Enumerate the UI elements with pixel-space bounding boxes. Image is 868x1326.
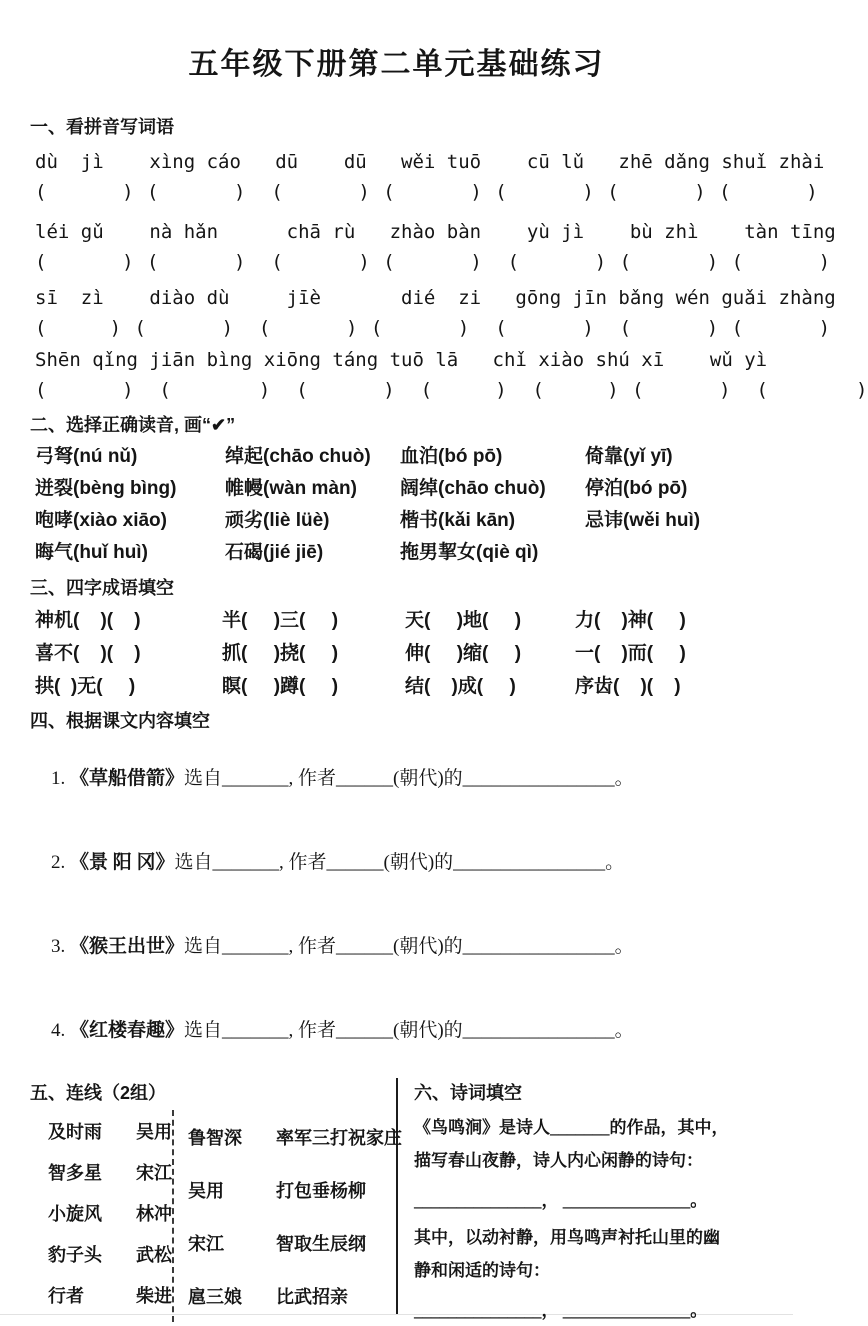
idiom-row (35, 673, 793, 700)
section6-heading: 六、诗词填空 (414, 1083, 522, 1103)
story-name: 打包垂杨柳 (276, 1180, 366, 1201)
line-number: 3. (51, 936, 70, 957)
matching-section (0, 1078, 402, 1314)
book-title: 《猴王出世》 (70, 936, 185, 957)
character-name: 及时雨 (48, 1121, 102, 1142)
matching-left-group (30, 1110, 172, 1322)
pronunciation-row (35, 476, 793, 502)
match-row (188, 1163, 402, 1216)
word-item: 迸裂(bèng bìng) (35, 478, 177, 499)
matching-right-group (172, 1110, 402, 1322)
word-item: 咆哮(xiào xiāo) (35, 510, 167, 531)
word-item: 忌讳(wěi huì) (585, 510, 701, 531)
character-name: 行者 (48, 1285, 84, 1306)
idiom-cell: 半( )三( ) (222, 610, 339, 631)
match-row (48, 1192, 172, 1233)
pronunciation-row (35, 540, 793, 566)
match-row (48, 1233, 172, 1274)
character-name: 武松 (136, 1244, 172, 1265)
idiom-cell: 伸( )缩( ) (405, 643, 522, 664)
idiom-cell: 抓( )挠( ) (222, 643, 339, 664)
idiom-row (35, 640, 793, 667)
section3-heading: 三、四字成语填空 (30, 578, 174, 598)
word-item: 帷幔(wàn màn) (225, 478, 357, 499)
match-row (188, 1216, 402, 1269)
character-name: 豹子头 (48, 1244, 102, 1265)
course-fill-line (32, 740, 793, 818)
section1-heading: 一、看拼音写词语 (30, 117, 174, 137)
book-title: 《草船借箭》 (70, 768, 185, 789)
word-item: 拖男挈女(qiè qì) (400, 542, 539, 563)
word-item: 血泊(bó pō) (400, 446, 503, 467)
character-name: 柴进 (136, 1285, 172, 1306)
blank-row-4: ( ) ( ) ( ) ( ) ( ) ( ) ( ) (35, 379, 868, 401)
line-number: 2. (51, 852, 70, 873)
character-name: 吴用 (188, 1180, 224, 1201)
fill-text: 选自_______, 作者______(朝代)的________________。 (184, 1020, 634, 1041)
idiom-row (35, 607, 793, 634)
pronunciation-row (35, 508, 793, 534)
match-row (48, 1151, 172, 1192)
line-number: 4. (51, 1020, 70, 1041)
line-number: 1. (51, 768, 70, 789)
idiom-cell: 力( )神( ) (575, 610, 686, 631)
character-name: 吴用 (136, 1121, 172, 1142)
character-name: 林冲 (136, 1203, 172, 1224)
character-name: 智多星 (48, 1162, 102, 1183)
blank-row-2: ( ) ( ) ( ) ( ) ( ) ( ) ( ) (35, 251, 832, 273)
match-row (188, 1110, 402, 1163)
match-row (48, 1110, 172, 1151)
story-name: 比武招亲 (276, 1286, 348, 1307)
fill-text: 选自_______, 作者______(朝代)的________________。 (174, 852, 625, 873)
idiom-cell: 神机( )( ) (35, 610, 141, 631)
idiom-cell: 序齿( )( ) (575, 676, 681, 697)
blank-row-1: ( ) ( ) ( ) ( ) ( ) ( ) ( ) (35, 181, 819, 203)
poem-fill-section (398, 1078, 793, 1320)
section4-heading: 四、根据课文内容填空 (30, 711, 210, 731)
idiom-cell: 一( )而( ) (575, 643, 686, 664)
pinyin-row-3: sī zì diào dù jīè dié zi gōng jīn bǎng wén guǎi zhàng (35, 287, 836, 309)
word-item: 倚靠(yǐ yī) (585, 446, 673, 467)
book-title: 《红楼春趣》 (70, 1020, 185, 1041)
course-fill-line (32, 908, 793, 986)
pinyin-row-1: dù jì xìng cáo dū dū wěi tuō cū lǔ zhē dǎng shuǐ zhài (35, 151, 825, 173)
story-name: 智取生辰纲 (276, 1233, 366, 1254)
pronunciation-row (35, 444, 793, 470)
poem-blank-line: _______________， _______________。 (414, 1301, 708, 1320)
word-item: 阔绰(chāo chuò) (400, 478, 546, 499)
blank-row-3: ( ) ( ) ( ) ( ) ( ) ( ) ( ) (35, 317, 832, 339)
poem-blank-line: _______________， _______________。 (414, 1191, 708, 1210)
character-name: 鲁智深 (188, 1127, 242, 1148)
word-item: 楷书(kǎi kān) (400, 510, 516, 531)
idiom-cell: 瞑( )蹲( ) (222, 676, 339, 697)
pinyin-row-2: léi gǔ nà hǎn chā rù zhào bàn yù jì bù zhì tàn tīng (35, 221, 836, 243)
story-name: 率军三打祝家庄 (276, 1127, 402, 1148)
poem-line: 其中，以动衬静，用鸟鸣声衬托山里的幽 (414, 1228, 720, 1247)
idiom-cell: 天( )地( ) (405, 610, 522, 631)
match-row (48, 1274, 172, 1315)
idiom-cell: 喜不( )( ) (35, 643, 141, 664)
poem-line: 《鸟鸣涧》是诗人_______的作品，其中， (414, 1118, 729, 1137)
pinyin-row-4: Shēn qǐng jiān bìng xiōng táng tuō lā chǐ xiào shú xī wǔ yì (35, 349, 768, 371)
character-name: 宋江 (188, 1233, 224, 1254)
word-item: 停泊(bó pō) (585, 478, 688, 499)
book-title: 《景 阳 冈》 (70, 852, 175, 873)
poem-line: 静和闲适的诗句： (414, 1261, 550, 1280)
fill-text: 选自_______, 作者______(朝代)的________________。 (184, 936, 634, 957)
word-item: 晦气(huǐ huì) (35, 542, 148, 563)
fill-text: 选自_______, 作者______(朝代)的________________。 (184, 768, 634, 789)
character-name: 宋江 (136, 1162, 172, 1183)
section5-heading: 五、连线（2组） (30, 1083, 167, 1103)
bottom-two-column-area (0, 1078, 793, 1320)
page-title: 五年级下册第二单元基础练习 (188, 48, 605, 81)
course-fill-line (32, 992, 793, 1070)
idiom-cell: 结( )成( ) (405, 676, 516, 697)
section2-heading: 二、选择正确读音, 画“✔” (30, 415, 236, 435)
word-item: 绰起(chāo chuò) (225, 446, 371, 467)
word-item: 弓弩(nú nǔ) (35, 446, 138, 467)
matching-groups (30, 1110, 402, 1322)
poem-line: 描写春山夜静，诗人内心闲静的诗句： (414, 1151, 703, 1170)
character-name: 扈三娘 (188, 1286, 242, 1307)
idiom-cell: 拱( )无( ) (35, 676, 136, 697)
course-fill-line (32, 824, 793, 902)
character-name: 小旋风 (48, 1203, 102, 1224)
word-item: 石碣(jié jiē) (225, 542, 324, 563)
word-item: 顽劣(liè lüè) (225, 510, 330, 531)
match-row (188, 1269, 402, 1322)
